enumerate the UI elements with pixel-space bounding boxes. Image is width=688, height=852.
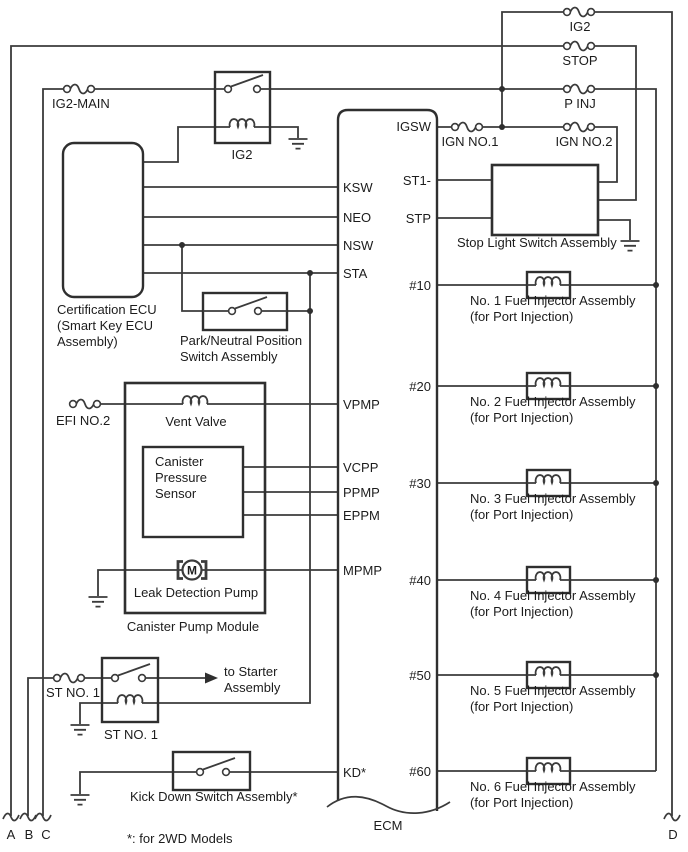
canister-pump-module-label: Canister Pump Module [126, 619, 260, 634]
certification-ecu-label-1: Certification ECU [57, 302, 157, 317]
motor-m-label: M [187, 563, 197, 578]
fuse-label-ign-no2: IGN NO.2 [555, 134, 613, 149]
injector-6 [470, 758, 636, 810]
connector-c-label: C [41, 827, 51, 842]
fuse-icon-ign-no1 [452, 123, 483, 132]
park-neutral-label-2: Switch Assembly [180, 349, 278, 364]
ecm-pin-10: #10 [409, 278, 431, 293]
st-no1-relay [71, 658, 281, 742]
to-starter-label-2: Assembly [224, 680, 281, 695]
injector-3-label: No. 3 Fuel Injector Assembly [470, 491, 636, 506]
ecm-pin-st1: ST1- [402, 173, 431, 188]
injector-5-sub: (for Port Injection) [470, 699, 574, 714]
starter-arrow-icon [205, 673, 218, 684]
vent-valve-coil-icon [183, 396, 208, 404]
ecm-pin-mpmp: MPMP [343, 563, 382, 578]
ecm-pin-20: #20 [409, 379, 431, 394]
ecm-pin-kd: KD* [343, 765, 367, 780]
injector-2-sub: (for Port Injection) [470, 410, 574, 425]
injector-3-sub: (for Port Injection) [470, 507, 574, 522]
injector-6-sub: (for Port Injection) [470, 795, 574, 810]
ig2-relay-label: IG2 [231, 147, 253, 162]
ecm-box [327, 110, 450, 833]
fuse-label-stop: STOP [562, 53, 598, 68]
certification-ecu-label-3: Assembly) [57, 334, 118, 349]
canister-pressure-sensor-label-1: Canister [155, 454, 204, 469]
to-starter-label-1: to Starter [224, 664, 278, 679]
ecm-pin-vpmp: VPMP [343, 397, 380, 412]
stop-light-switch [457, 165, 640, 251]
kick-down-label: Kick Down Switch Assembly* [130, 789, 298, 804]
wire-nsw-park-neutral [143, 245, 338, 311]
injector-1-sub: (for Port Injection) [470, 309, 574, 324]
ecm-pin-sta: STA [343, 266, 368, 281]
fuse-icon-p-inj [564, 85, 595, 94]
ecm-pin-stp: STP [405, 211, 431, 226]
ecm-pin-neo: NEO [343, 210, 372, 225]
wire-ecu-to-ig2-relay-coil [143, 127, 298, 162]
st-no1-relay-coil-icon [118, 695, 143, 703]
injector-5 [470, 662, 636, 714]
connector-d-label: D [668, 827, 678, 842]
fuse-label-p-inj: P INJ [564, 96, 596, 111]
injector-4 [470, 567, 636, 619]
st-no1-relay-label: ST NO. 1 [104, 727, 158, 742]
canister-pressure-sensor-label-2: Pressure [155, 470, 208, 485]
ecm-break-wave [327, 797, 450, 813]
ig2-relay-ground-icon [289, 139, 308, 149]
kick-down-switch [71, 752, 298, 846]
st-no1-relay-switch-blade [118, 664, 150, 676]
ecm-pin-ppmp: PPMP [343, 485, 380, 500]
kick-down-switch-blade [203, 758, 235, 770]
fuse-label-ig2-main: IG2-MAIN [52, 96, 110, 111]
fuse-icon-st-no1 [54, 674, 85, 683]
fuse-icon-stop [564, 42, 595, 51]
fuse-label-st-no1: ST NO. 1 [46, 685, 100, 700]
stop-light-ground-icon [621, 241, 640, 251]
leak-detection-pump-label: Leak Detection Pump [133, 585, 259, 600]
canister-pump-module [89, 383, 266, 634]
ig2-relay-coil-icon [230, 119, 255, 127]
ig2-relay [215, 72, 308, 162]
injector-1-label: No. 1 Fuel Injector Assembly [470, 293, 636, 308]
fuse-label-ig2: IG2 [569, 19, 591, 34]
leak-detection-pump-motor-icon [178, 561, 206, 580]
ecm-pin-60: #60 [409, 764, 431, 779]
fuse-icon-ig2 [564, 8, 595, 17]
fuse-icon-ign-no2 [564, 123, 595, 132]
off-page-connectors [3, 813, 680, 842]
canister-pressure-sensor-label-3: Sensor [155, 486, 197, 501]
certification-ecu [57, 143, 157, 349]
injector-4-sub: (for Port Injection) [470, 604, 574, 619]
st-no1-relay-ground-icon [71, 725, 90, 735]
kick-down-ground-icon [71, 795, 90, 805]
park-neutral-switch-blade [235, 297, 267, 309]
ecm-pin-eppm: EPPM [343, 508, 380, 523]
stop-light-label: Stop Light Switch Assembly [457, 235, 617, 250]
ecm-pin-ksw: KSW [343, 180, 373, 195]
ecm-pin-50: #50 [409, 668, 431, 683]
footnote-label: *: for 2WD Models [127, 831, 233, 846]
park-neutral-label-1: Park/Neutral Position [180, 333, 303, 348]
ecm-pin-igsw: IGSW [396, 119, 431, 134]
vent-valve-label: Vent Valve [165, 414, 227, 429]
connector-a-label: A [6, 827, 16, 842]
injector-5-label: No. 5 Fuel Injector Assembly [470, 683, 636, 698]
ig2-relay-switch-blade [231, 75, 263, 87]
ecm-pin-nsw: NSW [343, 238, 374, 253]
ecm-pin-vcpp: VCPP [343, 460, 379, 475]
fuse-icon-ig2-main [64, 85, 95, 94]
injector-3 [470, 470, 636, 522]
ecm-pin-40: #40 [409, 573, 431, 588]
injector-2-label: No. 2 Fuel Injector Assembly [470, 394, 636, 409]
certification-ecu-label-2: (Smart Key ECU [57, 318, 154, 333]
fuse-icon-efi-no2 [70, 400, 101, 409]
park-neutral-switch [180, 293, 302, 364]
fuse-label-ign-no1: IGN NO.1 [441, 134, 499, 149]
injector-1 [470, 272, 636, 324]
injector-2 [470, 373, 636, 425]
ecm-label: ECM [373, 818, 403, 833]
injector-6-label: No. 6 Fuel Injector Assembly [470, 779, 636, 794]
fuse-label-efi-no2: EFI NO.2 [56, 413, 111, 428]
injector-4-label: No. 4 Fuel Injector Assembly [470, 588, 636, 603]
connector-b-label: B [24, 827, 34, 842]
canister-module-ground-icon [89, 597, 108, 607]
ecm-pin-30: #30 [409, 476, 431, 491]
